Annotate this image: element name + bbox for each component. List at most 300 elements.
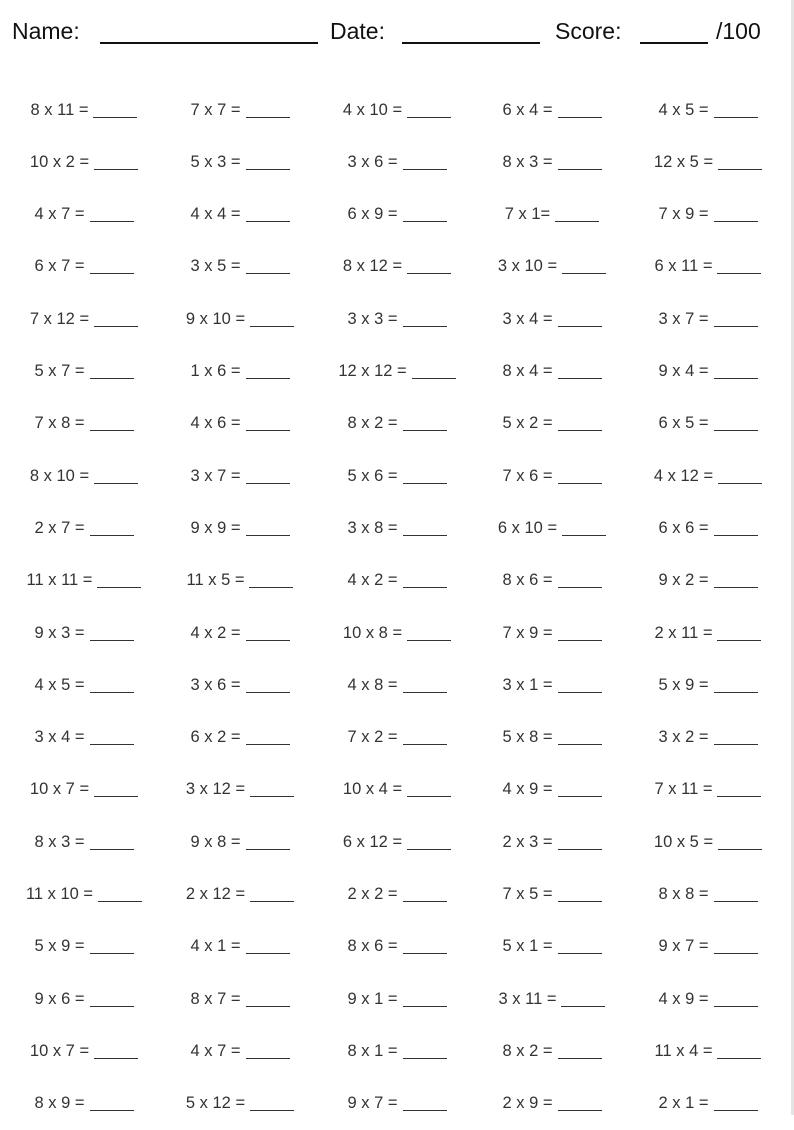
answer-blank[interactable] (246, 849, 290, 850)
problem (9, 450, 159, 502)
problem-text: 6 x 9 = (347, 205, 398, 224)
problem (322, 659, 472, 711)
problem (322, 84, 472, 136)
problem (165, 555, 315, 607)
problem (477, 555, 627, 607)
answer-blank[interactable] (250, 326, 294, 327)
problem (9, 398, 159, 450)
problem-text: 9 x 10 = (185, 309, 246, 328)
problem-text: 6 x 12 = (342, 832, 403, 851)
answer-blank[interactable] (403, 326, 447, 327)
answer-blank[interactable] (717, 796, 761, 797)
problem (477, 921, 627, 973)
score-label: Score: (555, 18, 622, 44)
problem-text: 9 x 3 = (34, 623, 85, 642)
problem-text: 2 x 7 = (34, 518, 85, 537)
problem (165, 973, 315, 1025)
problem (165, 764, 315, 816)
problem-text: 7 x 1= (504, 205, 551, 224)
answer-blank[interactable] (714, 221, 758, 222)
problem (165, 450, 315, 502)
problem (633, 346, 783, 398)
problem-text: 4 x 9 = (502, 780, 553, 799)
problem (477, 816, 627, 868)
problem-text: 5 x 1 = (502, 937, 553, 956)
problem-text: 11 x 10 = (25, 885, 94, 903)
problem (633, 607, 783, 659)
problem-text: 11 x 4 = (654, 1041, 713, 1060)
problem-text: 3 x 5 = (190, 257, 241, 276)
problem-text: 6 x 10 = (497, 518, 558, 537)
answer-blank[interactable] (403, 221, 447, 222)
answer-blank[interactable] (714, 378, 758, 379)
problem-text: 6 x 6 = (658, 518, 709, 537)
problem (477, 84, 627, 136)
answer-blank[interactable] (90, 1006, 134, 1007)
problem (477, 293, 627, 345)
answer-blank[interactable] (246, 640, 290, 641)
answer-blank[interactable] (714, 1110, 758, 1111)
problem (633, 189, 783, 241)
problem (477, 346, 627, 398)
problem (165, 869, 315, 921)
problem (322, 293, 472, 345)
problem-text: 11 x 11 = (26, 571, 93, 590)
answer-blank[interactable] (714, 953, 758, 954)
answer-blank[interactable] (717, 1058, 761, 1059)
problem (633, 450, 783, 502)
answer-blank[interactable] (714, 692, 758, 693)
problem (165, 659, 315, 711)
answer-blank[interactable] (90, 744, 134, 745)
problem-text: 6 x 5 = (658, 414, 709, 433)
problem-text: 8 x 3 = (34, 832, 85, 851)
problem-text: 5 x 9 = (658, 675, 709, 694)
problem (165, 607, 315, 659)
problem-text: 5 x 6 = (347, 466, 398, 485)
problem-text: 8 x 2 = (347, 414, 398, 433)
problem-text: 7 x 6 = (502, 466, 553, 485)
problem-text: 3 x 6 = (347, 152, 398, 171)
answer-blank[interactable] (403, 169, 447, 170)
problem (633, 84, 783, 136)
answer-blank[interactable] (718, 483, 762, 484)
problem (9, 869, 159, 921)
problem (322, 1025, 472, 1077)
name-blank[interactable] (100, 42, 318, 44)
problem-text: 8 x 12 = (342, 257, 403, 276)
problem-text: 8 x 9 = (34, 1094, 85, 1113)
problem-text: 9 x 8 = (190, 832, 241, 851)
problem-text: 7 x 9 = (658, 205, 709, 224)
problem (477, 764, 627, 816)
problem-text: 7 x 9 = (502, 623, 553, 642)
problem (633, 659, 783, 711)
answer-blank[interactable] (246, 273, 290, 274)
answer-blank[interactable] (246, 1058, 290, 1059)
problem (477, 1025, 627, 1077)
score-blank[interactable] (640, 42, 708, 44)
answer-blank[interactable] (558, 849, 602, 850)
answer-blank[interactable] (98, 901, 142, 902)
problem-text: 2 x 1 = (658, 1094, 709, 1113)
answer-blank[interactable] (407, 273, 451, 274)
answer-blank[interactable] (90, 430, 134, 431)
answer-blank[interactable] (412, 378, 456, 379)
problem (322, 921, 472, 973)
problem-text: 5 x 3 = (190, 152, 241, 171)
score-total: /100 (716, 18, 761, 44)
answer-blank[interactable] (558, 587, 602, 588)
problem (165, 136, 315, 188)
problem (322, 555, 472, 607)
answer-blank[interactable] (403, 587, 447, 588)
problem-grid (0, 84, 790, 1114)
problem-text: 8 x 10 = (29, 466, 90, 485)
answer-blank[interactable] (714, 326, 758, 327)
answer-blank[interactable] (718, 849, 762, 850)
problem-text: 3 x 7 = (190, 466, 241, 485)
answer-blank[interactable] (407, 796, 451, 797)
name-label: Name: (12, 18, 80, 44)
problem-text: 4 x 1 = (190, 937, 241, 956)
problem (9, 921, 159, 973)
problem-text: 4 x 2 = (190, 623, 241, 642)
answer-blank[interactable] (90, 849, 134, 850)
problem (322, 1078, 472, 1130)
answer-blank[interactable] (714, 117, 758, 118)
problem-text: 8 x 2 = (502, 1041, 553, 1060)
problem (9, 607, 159, 659)
problem (9, 973, 159, 1025)
problem (9, 659, 159, 711)
problem-text: 9 x 4 = (658, 362, 709, 380)
answer-blank[interactable] (94, 169, 138, 170)
problem (9, 712, 159, 764)
answer-blank[interactable] (403, 692, 447, 693)
answer-blank[interactable] (90, 535, 134, 536)
date-blank[interactable] (402, 42, 540, 44)
answer-blank[interactable] (718, 169, 762, 170)
answer-blank[interactable] (558, 117, 602, 118)
answer-blank[interactable] (403, 1058, 447, 1059)
problem-text: 3 x 8 = (347, 518, 398, 537)
answer-blank[interactable] (562, 273, 606, 274)
problem-text: 3 x 10 = (497, 257, 558, 276)
problem-text: 10 x 2 = (29, 152, 90, 171)
problem (9, 293, 159, 345)
problem (477, 973, 627, 1025)
problem-text: 4 x 10 = (342, 100, 403, 119)
problem (165, 1078, 315, 1130)
answer-blank[interactable] (403, 953, 447, 954)
problem-text: 10 x 8 = (342, 623, 403, 642)
problem (477, 712, 627, 764)
problem-text: 4 x 9 = (658, 989, 709, 1008)
problem (633, 921, 783, 973)
problem (165, 816, 315, 868)
problem-text: 4 x 8 = (347, 675, 398, 694)
problem (633, 555, 783, 607)
answer-blank[interactable] (714, 744, 758, 745)
problem-text: 1 x 6 = (190, 362, 241, 380)
answer-blank[interactable] (714, 430, 758, 431)
answer-blank[interactable] (403, 430, 447, 431)
problem (165, 346, 315, 398)
answer-blank[interactable] (250, 901, 294, 902)
problem-text: 9 x 7 = (347, 1094, 398, 1113)
answer-blank[interactable] (717, 640, 761, 641)
answer-blank[interactable] (558, 744, 602, 745)
answer-blank[interactable] (90, 378, 134, 379)
problem (633, 973, 783, 1025)
problem-text: 3 x 3 = (347, 309, 398, 328)
problem (477, 189, 627, 241)
problem-text: 6 x 7 = (34, 257, 85, 276)
answer-blank[interactable] (246, 378, 290, 379)
problem (9, 189, 159, 241)
problem-text: 3 x 2 = (658, 728, 709, 747)
problem (322, 764, 472, 816)
problem-text: 10 x 5 = (653, 832, 714, 851)
problem (9, 1025, 159, 1077)
problem-text: 5 x 12 = (185, 1094, 246, 1113)
problem-text: 6 x 2 = (190, 728, 241, 747)
answer-blank[interactable] (403, 535, 447, 536)
answer-blank[interactable] (94, 326, 138, 327)
problem (165, 293, 315, 345)
problem (9, 764, 159, 816)
problem-text: 7 x 11 = (654, 780, 713, 799)
problem (633, 136, 783, 188)
problem-text: 10 x 7 = (29, 1041, 90, 1060)
answer-blank[interactable] (407, 117, 451, 118)
answer-blank[interactable] (558, 796, 602, 797)
answer-blank[interactable] (558, 953, 602, 954)
problem-text: 4 x 5 = (658, 100, 709, 119)
problem-text: 4 x 2 = (347, 571, 398, 590)
answer-blank[interactable] (246, 117, 290, 118)
answer-blank[interactable] (249, 587, 293, 588)
problem-text: 9 x 7 = (658, 937, 709, 956)
problem-text: 3 x 12 = (185, 780, 246, 799)
answer-blank[interactable] (403, 744, 447, 745)
problem-text: 3 x 1 = (502, 675, 553, 694)
problem-text: 7 x 2 = (347, 728, 398, 747)
problem-text: 10 x 7 = (29, 780, 90, 799)
answer-blank[interactable] (558, 640, 602, 641)
problem (9, 346, 159, 398)
problem (9, 136, 159, 188)
problem (633, 398, 783, 450)
answer-blank[interactable] (714, 901, 758, 902)
problem (477, 450, 627, 502)
problem (9, 84, 159, 136)
answer-blank[interactable] (97, 587, 141, 588)
problem-text: 9 x 1 = (347, 989, 398, 1008)
problem (165, 398, 315, 450)
problem-text: 10 x 4 = (342, 780, 403, 799)
problem (477, 869, 627, 921)
problem (633, 816, 783, 868)
answer-blank[interactable] (246, 169, 290, 170)
problem (165, 502, 315, 554)
answer-blank[interactable] (558, 1110, 602, 1111)
problem-text: 5 x 2 = (502, 414, 553, 433)
problem-text: 5 x 7 = (34, 362, 85, 380)
answer-blank[interactable] (717, 273, 761, 274)
problem-text: 9 x 2 = (658, 571, 709, 590)
answer-blank[interactable] (250, 1110, 294, 1111)
problem (633, 1025, 783, 1077)
answer-blank[interactable] (94, 796, 138, 797)
answer-blank[interactable] (558, 169, 602, 170)
problem-text: 4 x 12 = (653, 466, 714, 485)
problem-text: 5 x 8 = (502, 728, 553, 747)
problem-text: 12 x 12 = (338, 362, 407, 380)
problem-text: 2 x 12 = (185, 885, 246, 903)
problem-text: 8 x 6 = (502, 571, 553, 590)
answer-blank[interactable] (558, 326, 602, 327)
problem (477, 136, 627, 188)
problem (322, 869, 472, 921)
answer-blank[interactable] (90, 221, 134, 222)
answer-blank[interactable] (246, 483, 290, 484)
problem-text: 5 x 9 = (34, 937, 85, 956)
problem-text: 6 x 4 = (502, 100, 553, 119)
answer-blank[interactable] (90, 640, 134, 641)
problem (322, 816, 472, 868)
problem-text: 2 x 11 = (654, 623, 713, 642)
problem-text: 3 x 11 = (498, 989, 557, 1008)
answer-blank[interactable] (407, 640, 451, 641)
problem-text: 12 x 5 = (653, 152, 714, 171)
answer-blank[interactable] (246, 953, 290, 954)
problem (165, 84, 315, 136)
problem (633, 502, 783, 554)
answer-blank[interactable] (90, 953, 134, 954)
problem-text: 8 x 6 = (347, 937, 398, 956)
problem-text: 6 x 11 = (654, 257, 713, 276)
answer-blank[interactable] (246, 430, 290, 431)
answer-blank[interactable] (246, 535, 290, 536)
problem (322, 136, 472, 188)
answer-blank[interactable] (90, 692, 134, 693)
problem-text: 7 x 12 = (29, 309, 90, 328)
answer-blank[interactable] (558, 901, 602, 902)
problem-text: 2 x 2 = (347, 885, 398, 903)
answer-blank[interactable] (246, 1006, 290, 1007)
problem (633, 712, 783, 764)
answer-blank[interactable] (558, 483, 602, 484)
answer-blank[interactable] (90, 273, 134, 274)
problem (322, 398, 472, 450)
problem-text: 4 x 7 = (190, 1041, 241, 1060)
problem-text: 4 x 7 = (34, 205, 85, 224)
problem (165, 189, 315, 241)
answer-blank[interactable] (561, 1006, 605, 1007)
problem (9, 502, 159, 554)
answer-blank[interactable] (714, 1006, 758, 1007)
problem (322, 189, 472, 241)
problem (9, 1078, 159, 1130)
answer-blank[interactable] (246, 692, 290, 693)
problem-text: 7 x 8 = (34, 414, 85, 433)
problem-text: 9 x 6 = (34, 989, 85, 1008)
answer-blank[interactable] (93, 117, 137, 118)
problem-text: 4 x 5 = (34, 675, 85, 694)
answer-blank[interactable] (94, 1058, 138, 1059)
answer-blank[interactable] (555, 221, 599, 222)
problem-text: 8 x 11 = (30, 100, 89, 119)
answer-blank[interactable] (714, 587, 758, 588)
problem (322, 607, 472, 659)
problem (9, 555, 159, 607)
problem (477, 502, 627, 554)
answer-blank[interactable] (558, 692, 602, 693)
problem (322, 973, 472, 1025)
problem (633, 293, 783, 345)
answer-blank[interactable] (403, 1006, 447, 1007)
problem (477, 241, 627, 293)
answer-blank[interactable] (94, 483, 138, 484)
worksheet-header (12, 16, 782, 50)
problem (322, 241, 472, 293)
problem (633, 764, 783, 816)
problem (477, 607, 627, 659)
problem (322, 450, 472, 502)
problem-text: 11 x 5 = (186, 571, 245, 590)
answer-blank[interactable] (246, 744, 290, 745)
problem-text: 9 x 9 = (190, 518, 241, 537)
problem-text: 4 x 4 = (190, 205, 241, 224)
answer-blank[interactable] (558, 1058, 602, 1059)
answer-blank[interactable] (403, 1110, 447, 1111)
problem (165, 921, 315, 973)
problem-text: 8 x 7 = (190, 989, 241, 1008)
problem (477, 659, 627, 711)
problem-text: 8 x 4 = (502, 362, 553, 380)
problem-text: 8 x 8 = (658, 885, 709, 903)
answer-blank[interactable] (90, 1110, 134, 1111)
problem (633, 869, 783, 921)
answer-blank[interactable] (714, 535, 758, 536)
answer-blank[interactable] (403, 483, 447, 484)
answer-blank[interactable] (403, 901, 447, 902)
problem (165, 712, 315, 764)
problem-text: 7 x 7 = (190, 100, 241, 119)
problem (9, 816, 159, 868)
answer-blank[interactable] (246, 221, 290, 222)
problem-text: 3 x 6 = (190, 675, 241, 694)
date-label: Date: (330, 18, 385, 44)
problem-text: 8 x 1 = (347, 1041, 398, 1060)
answer-blank[interactable] (250, 796, 294, 797)
problem (633, 241, 783, 293)
problem (477, 1078, 627, 1130)
problem-text: 3 x 4 = (34, 728, 85, 747)
answer-blank[interactable] (558, 430, 602, 431)
answer-blank[interactable] (558, 378, 602, 379)
answer-blank[interactable] (562, 535, 606, 536)
problem-text: 3 x 4 = (502, 309, 553, 328)
problem (322, 346, 472, 398)
answer-blank[interactable] (407, 849, 451, 850)
problem-text: 3 x 7 = (658, 309, 709, 328)
problem-text: 2 x 9 = (502, 1094, 553, 1113)
problem (633, 1078, 783, 1130)
problem-text: 4 x 6 = (190, 414, 241, 433)
